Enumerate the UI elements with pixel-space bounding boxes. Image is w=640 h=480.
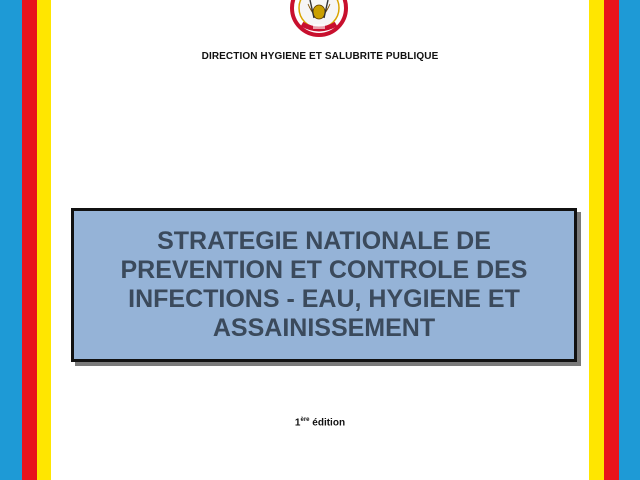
edition-suffix: ère bbox=[300, 417, 310, 423]
edition-label bbox=[0, 417, 640, 428]
title-line: INFECTIONS - EAU, HYGIENE ET bbox=[128, 285, 520, 313]
document-title bbox=[104, 227, 544, 343]
direction-heading: DIRECTION HYGIENE ET SALUBRITE PUBLIQUE bbox=[201, 51, 439, 62]
title-line: ASSAINISSEMENT bbox=[212, 314, 436, 342]
coat-of-arms-emblem bbox=[284, 0, 354, 40]
edition-number: 1 bbox=[294, 417, 301, 429]
right-yellow-stripe bbox=[589, 0, 604, 480]
right-red-stripe bbox=[604, 0, 619, 480]
left-red-stripe bbox=[22, 0, 37, 480]
left-yellow-stripe bbox=[37, 0, 51, 480]
right-blue-stripe bbox=[619, 0, 640, 480]
title-line: STRATEGIE NATIONALE DE bbox=[157, 227, 491, 255]
edition-word: édition bbox=[312, 417, 346, 429]
left-blue-stripe bbox=[0, 0, 22, 480]
title-line: PREVENTION ET CONTROLE DES bbox=[120, 256, 528, 284]
title-box bbox=[71, 208, 577, 362]
